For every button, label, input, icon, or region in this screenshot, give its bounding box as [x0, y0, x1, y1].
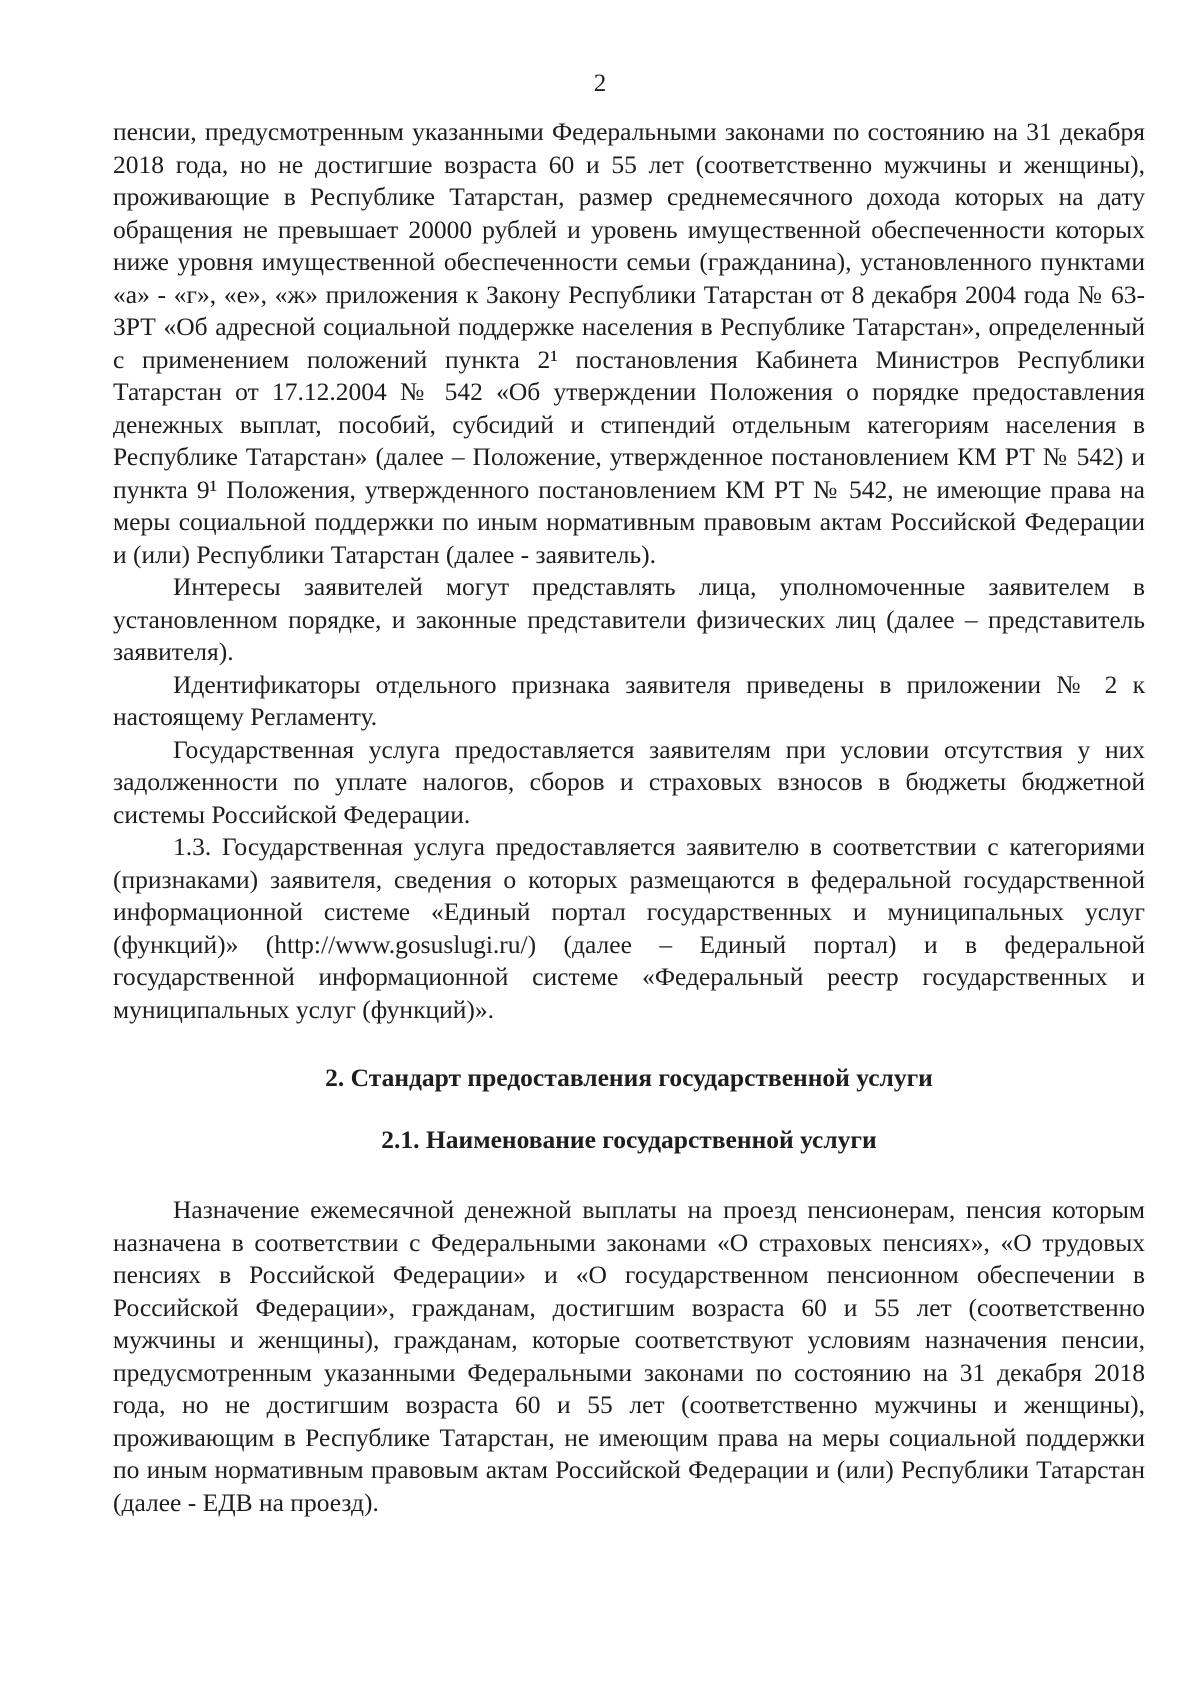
paragraph-tax-condition: Государственная услуга предоставляется заявителям при условии отсутствия у них задолженности по уплате налогов, сборов и страховых взносов в бюджеты бюджетной системы Российской Федерации. [113, 734, 1145, 829]
paragraph-1-3: 1.3. Государственная услуга предоставляется заявителю в соответствии с категориями (признаками) заявителя, сведения о которых размещаются в федеральной государственной информационной системе «Единый портал государственных и муниципальных услуг (функций)» (http://www.gosuslugi.ru/) (далее – Единый портал) и в федеральной государственной информационной системе «Федеральный реестр государственных и муниципальных услуг (функций)». [113, 832, 1145, 1024]
page-number: 2 [593, 70, 607, 97]
document-body [113, 116, 1145, 1519]
paragraph-service-name: Назначение ежемесячной денежной выплаты на проезд пенсионерам, пенсия которым назначена в соответствии с Федеральными законами «О страховых пенсиях», «О трудовых пенсиях в Российской Федерации» и «О государственном пенсионном обеспечении в Российской Федерации», гражданам, достигшим возраста 60 и 55 лет (соответственно мужчины и женщины), гражданам, которые соответствуют условиям назначения пенсии, предусмотренным указанными Федеральными законами по состоянию на 31 декабря 2018 года, но не достигшим возраста 60 и 55 лет (соответственно мужчины и женщины), проживающим в Республике Татарстан, не имеющим права на меры социальной поддержки по иным нормативным правовым актам Российской Федерации и (или) Республики Татарстан (далее - ЕДВ на проезд). [113, 1195, 1145, 1517]
section-heading: 2. Стандарт предоставления государственной услуги [325, 1063, 933, 1092]
paragraph-representatives: Интересы заявителей могут представлять лица, уполномоченные заявителем в установленном порядке, и законные представители физических лиц (далее – представитель заявителя). [113, 572, 1145, 666]
paragraph-identifiers: Идентификаторы отдельного признака заявителя приведены в приложении № 2 к настоящему Регламенту. [113, 669, 1145, 731]
subsection-heading: 2.1. Наименование государственной услуги [381, 1125, 877, 1154]
paragraph-applicant-definition: пенсии, предусмотренным указанными Федеральными законами по состоянию на 31 декабря 2018 года, но не достигшие возраста 60 и 55 лет (соответственно мужчины и женщины), проживающие в Республике Татарстан, размер среднемесячного дохода которых на дату обращения не превышает 20000 рублей и уровень имущественной обеспеченности которых ниже уровня имущественной обеспеченности семьи (гражданина), установленного пунктами «а» - «г», «е», «ж» приложения к Закону Республики Татарстан от 8 декабря 2004 года № 63-ЗРТ «Об адресной социальной поддержке населения в Республике Татарстан», определенный с применением положений пункта 2¹ постановления Кабинета Министров Республики Татарстан от 17.12.2004 № 542 «Об утверждении Положения о порядке предоставления денежных выплат, пособий, субсидий и стипендий отдельным категориям населения в Республике Татарстан» (далее – Положение, утвержденное постановлением КМ РТ № 542) и пункта 9¹ Положения, утвержденного постановлением КМ РТ № 542, не имеющие права на меры социальной поддержки по иным нормативным правовым актам Российской Федерации и (или) Республики Татарстан (далее - заявитель). [113, 117, 1145, 569]
